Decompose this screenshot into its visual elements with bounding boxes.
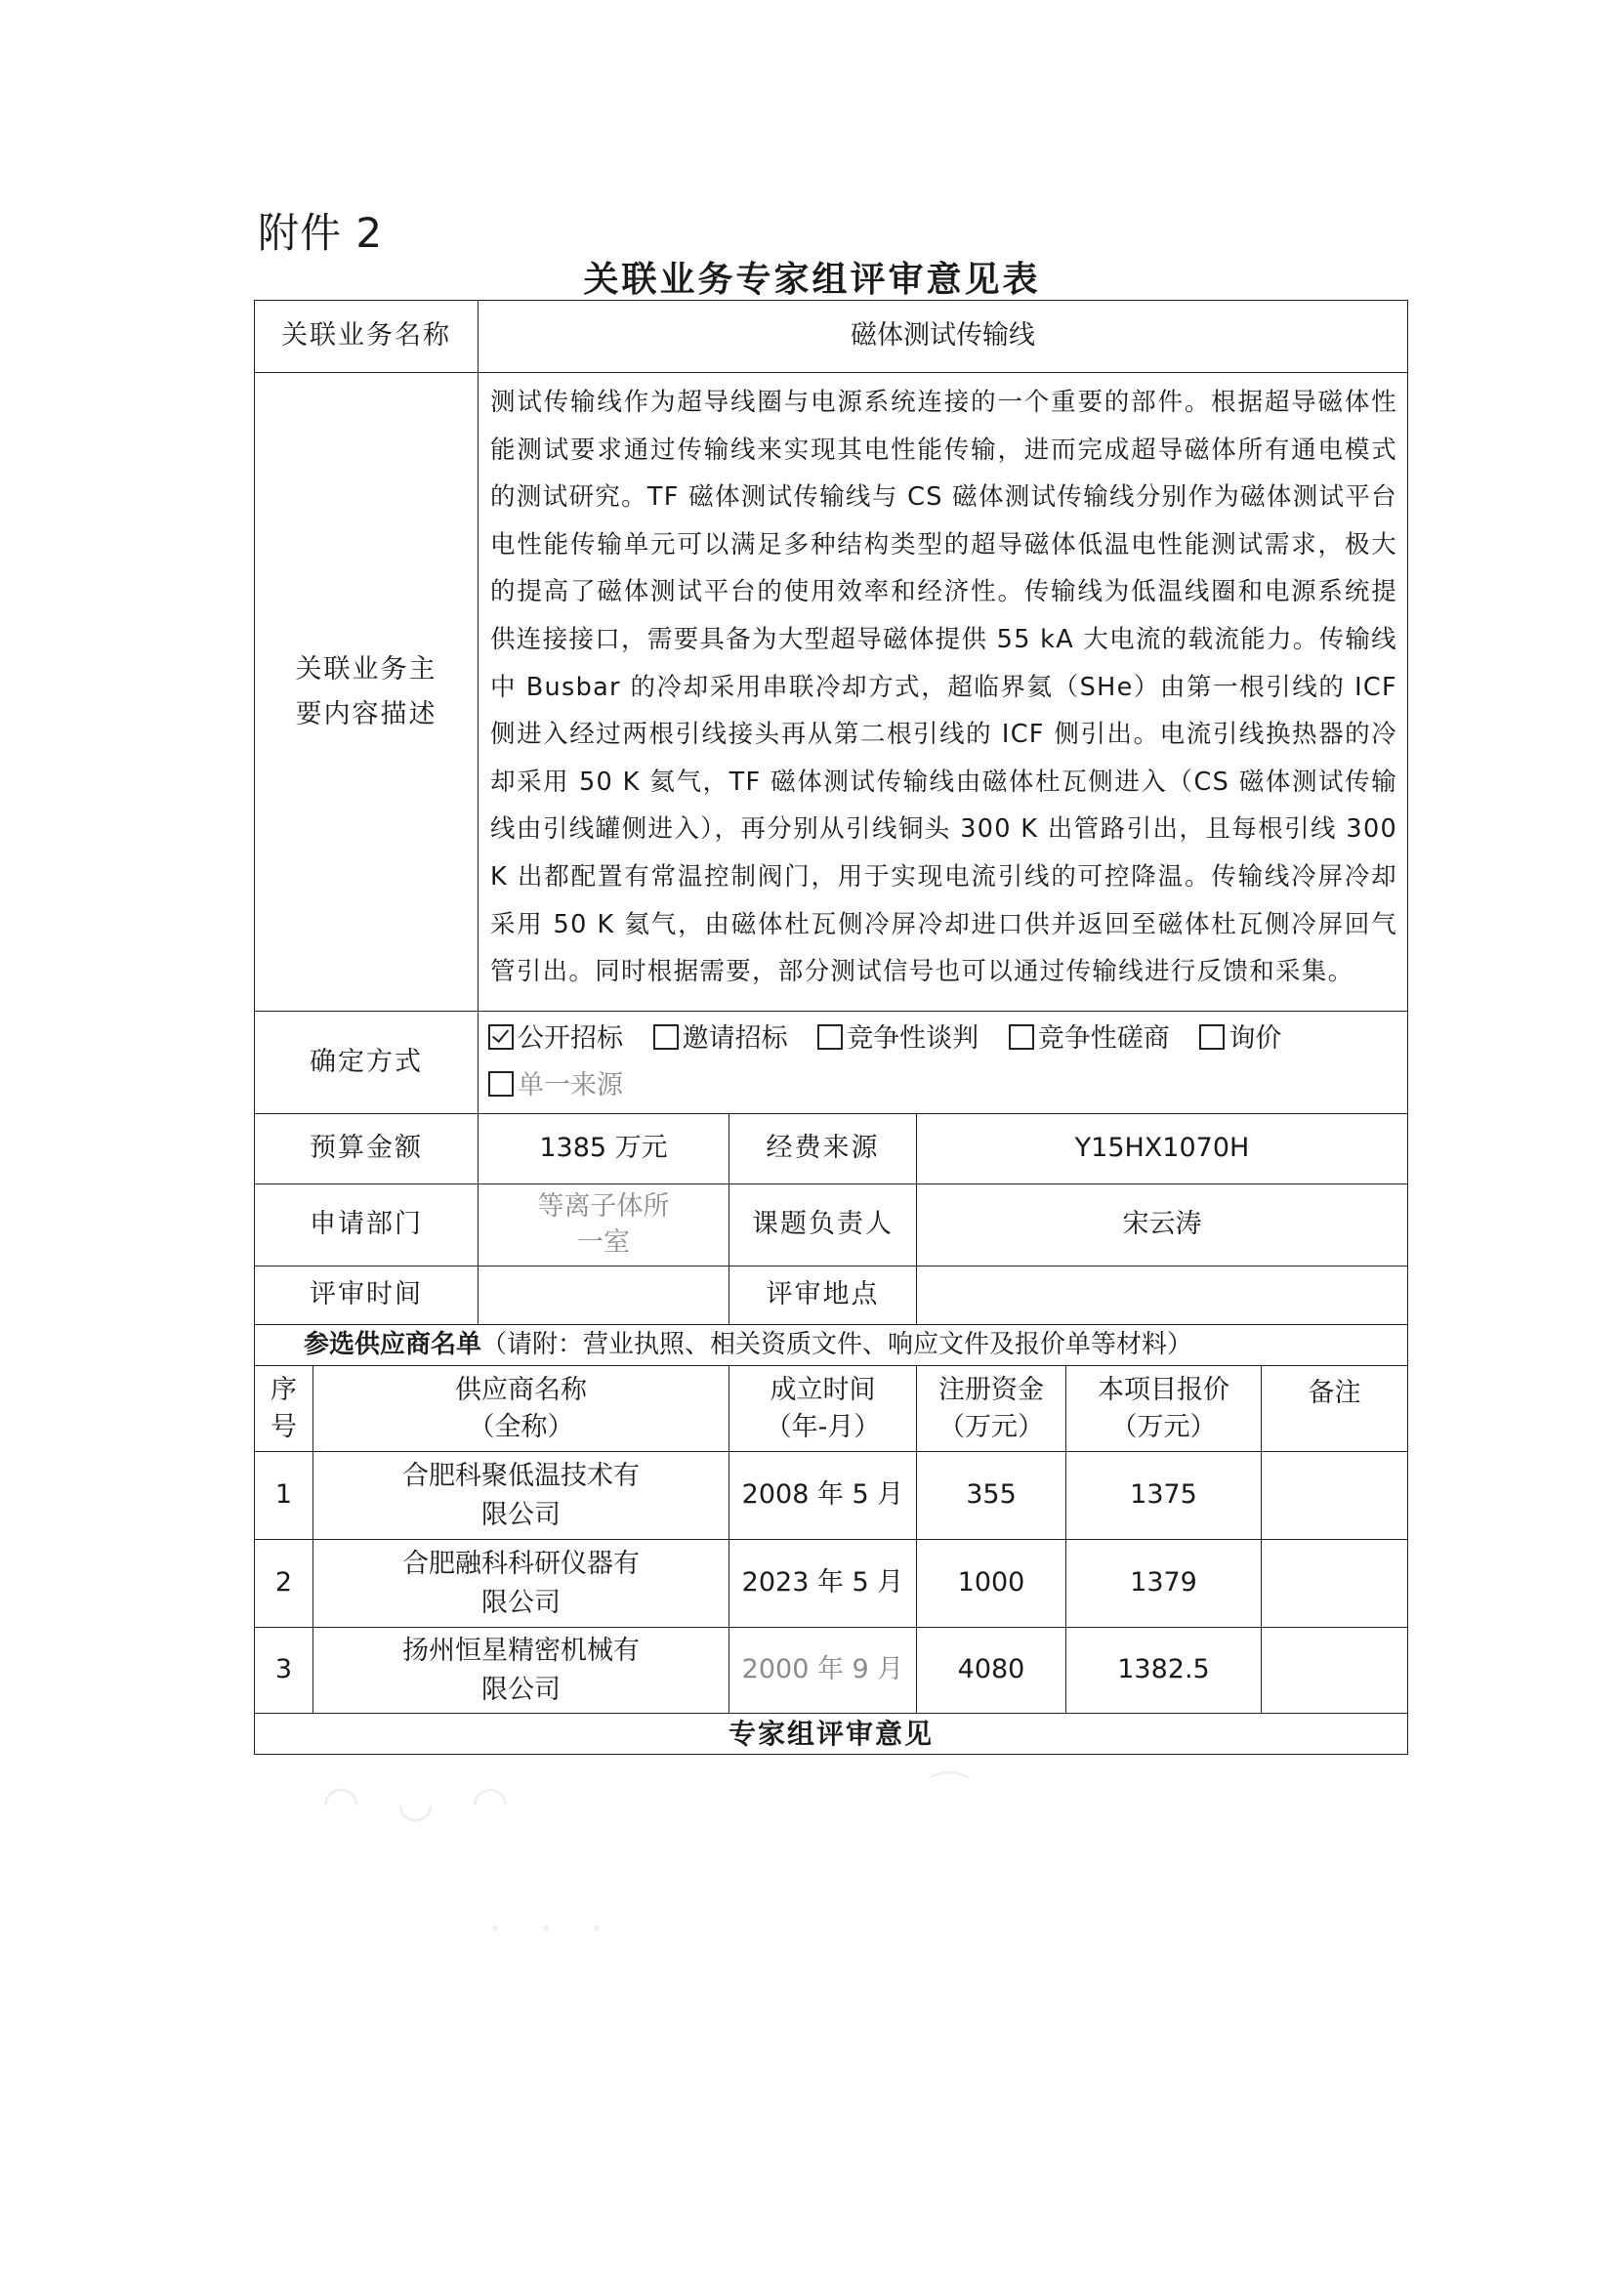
col-name-header: 供应商名称（全称） bbox=[455, 1374, 587, 1442]
option-competitive-negotiation[interactable]: 竞争性谈判 bbox=[817, 1016, 979, 1062]
review-place-label: 评审地点 bbox=[729, 1267, 917, 1325]
col-quote-header: 本项目报价（万元） bbox=[1098, 1374, 1229, 1442]
row-capital: 355 bbox=[917, 1452, 1066, 1540]
funding-value: Y15HX1070H bbox=[917, 1114, 1408, 1184]
department-value: 等离子体所一室 bbox=[537, 1191, 670, 1258]
bleed-through-mark: · · · bbox=[488, 1904, 615, 1954]
business-name-row bbox=[255, 301, 1408, 373]
opinion-heading-row bbox=[255, 1714, 1408, 1755]
row-remark bbox=[1262, 1452, 1408, 1540]
suppliers-header-row bbox=[255, 1366, 1408, 1452]
table-row bbox=[255, 1628, 1408, 1714]
option-public-tender[interactable]: 公开招标 bbox=[488, 1016, 623, 1062]
option-inquiry[interactable]: 询价 bbox=[1199, 1016, 1281, 1062]
row-quote: 1379 bbox=[1066, 1540, 1262, 1628]
checkbox-competitive-negotiation[interactable] bbox=[817, 1024, 843, 1050]
suppliers-note: （请附：营业执照、相关资质文件、响应文件及报价单等材料） bbox=[481, 1329, 1193, 1359]
col-remark-header: 备注 bbox=[1262, 1366, 1408, 1452]
business-name-value: 磁体测试传输线 bbox=[479, 301, 1408, 373]
row-name: 合肥融科科研仪器有限公司 bbox=[402, 1548, 640, 1618]
row-founded: 2008 年 5 月 bbox=[729, 1452, 917, 1540]
row-quote: 1382.5 bbox=[1066, 1628, 1262, 1714]
review-time-row bbox=[255, 1267, 1408, 1325]
row-capital: 4080 bbox=[917, 1628, 1066, 1714]
leader-value: 宋云涛 bbox=[917, 1184, 1408, 1267]
review-place-value bbox=[917, 1267, 1408, 1325]
table-row bbox=[255, 1452, 1408, 1540]
row-no: 2 bbox=[255, 1540, 313, 1628]
option-invited-tender[interactable]: 邀请招标 bbox=[653, 1016, 788, 1062]
row-name: 合肥科聚低温技术有限公司 bbox=[402, 1460, 640, 1530]
row-remark bbox=[1262, 1628, 1408, 1714]
option-competitive-consultation[interactable]: 竞争性磋商 bbox=[1009, 1016, 1170, 1062]
description-text: 测试传输线作为超导线圈与电源系统连接的一个重要的部件。根据超导磁体性能测试要求通过传输线来实现其电性能传输，进而完成超导磁体所有通电模式的测试研究。TF 磁体测试传输线与 CS 磁体测试传输线分别作为磁体测试平台电性能传输单元可以满足多种结构类型的超导磁体低温电性能测试需求，极大的提高了磁体测试平台的使用效率和经济性。传输线为低温线圈和电源系统提供连接接口，需要具备为大型超导磁体提供 55 kA 大电流的载流能力。传输线中 Busbar 的冷却采用串联冷却方式，超临界氦（SHe）由第一根引线的 ICF 侧进入经过两根引线接头再从第二根引线的 ICF 侧引出。电流引线换热器的冷却采用 50 K 氦气，TF 磁体测试传输线由磁体杜瓦侧进入（CS 磁体测试传输线由引线罐侧进入），再分别从引线铜头 300 K 出管路引出，且每根引线 300 K 出都配置有常温控制阀门，用于实现电流引线的可控降温。传输线冷屏冷却采用 50 K 氦气，由磁体杜瓦侧冷屏冷却进口供并返回至磁体杜瓦侧冷屏回气管引出。同时根据需要，部分测试信号也可以通过传输线进行反馈和采集。 bbox=[479, 373, 1408, 1012]
table-row bbox=[255, 1540, 1408, 1628]
budget-row bbox=[255, 1114, 1408, 1184]
review-time-label: 评审时间 bbox=[255, 1267, 479, 1325]
row-remark bbox=[1262, 1540, 1408, 1628]
option-single-source[interactable]: 单一来源 bbox=[488, 1062, 623, 1109]
method-row bbox=[255, 1012, 1408, 1114]
row-founded: 2023 年 5 月 bbox=[729, 1540, 917, 1628]
row-no: 1 bbox=[255, 1452, 313, 1540]
leader-label: 课题负责人 bbox=[729, 1184, 917, 1267]
department-row bbox=[255, 1184, 1408, 1267]
col-founded-header: 成立时间（年-月） bbox=[765, 1374, 881, 1442]
method-label: 确定方式 bbox=[255, 1012, 479, 1114]
department-label: 申请部门 bbox=[255, 1184, 479, 1267]
method-options bbox=[479, 1012, 1408, 1114]
row-no: 3 bbox=[255, 1628, 313, 1714]
checkbox-public-tender[interactable] bbox=[488, 1024, 514, 1050]
suppliers-heading-row bbox=[255, 1325, 1408, 1366]
description-label: 关联业务主要内容描述 bbox=[295, 653, 437, 729]
checkbox-competitive-consultation[interactable] bbox=[1009, 1024, 1034, 1050]
review-table bbox=[254, 300, 1408, 1755]
row-name: 扬州恒星精密机械有限公司 bbox=[402, 1635, 640, 1705]
budget-label: 预算金额 bbox=[255, 1114, 479, 1184]
checkbox-invited-tender[interactable] bbox=[653, 1024, 679, 1050]
col-no-header: 序号 bbox=[271, 1374, 297, 1442]
opinion-heading: 专家组评审意见 bbox=[255, 1714, 1408, 1755]
checkbox-inquiry[interactable] bbox=[1199, 1024, 1225, 1050]
document-title: 关联业务专家组评审意见表 bbox=[583, 260, 1041, 300]
attachment-label: 附件 2 bbox=[258, 209, 384, 257]
budget-value: 1385 万元 bbox=[479, 1114, 729, 1184]
review-form bbox=[254, 300, 1407, 1755]
bleed-through-mark: ◠ ◡ ◠ bbox=[322, 1777, 521, 1827]
funding-label: 经费来源 bbox=[729, 1114, 917, 1184]
row-founded: 2000 年 9 月 bbox=[729, 1628, 917, 1714]
business-name-label: 关联业务名称 bbox=[255, 301, 479, 373]
suppliers-heading: 参选供应商名单 bbox=[304, 1329, 482, 1359]
bleed-through-mark: ⌒ bbox=[928, 1768, 982, 1818]
row-capital: 1000 bbox=[917, 1540, 1066, 1628]
col-capital-header: 注册资金（万元） bbox=[938, 1374, 1044, 1442]
review-time-value bbox=[479, 1267, 729, 1325]
description-row bbox=[255, 373, 1408, 1012]
checkbox-single-source[interactable] bbox=[488, 1071, 514, 1097]
row-quote: 1375 bbox=[1066, 1452, 1262, 1540]
